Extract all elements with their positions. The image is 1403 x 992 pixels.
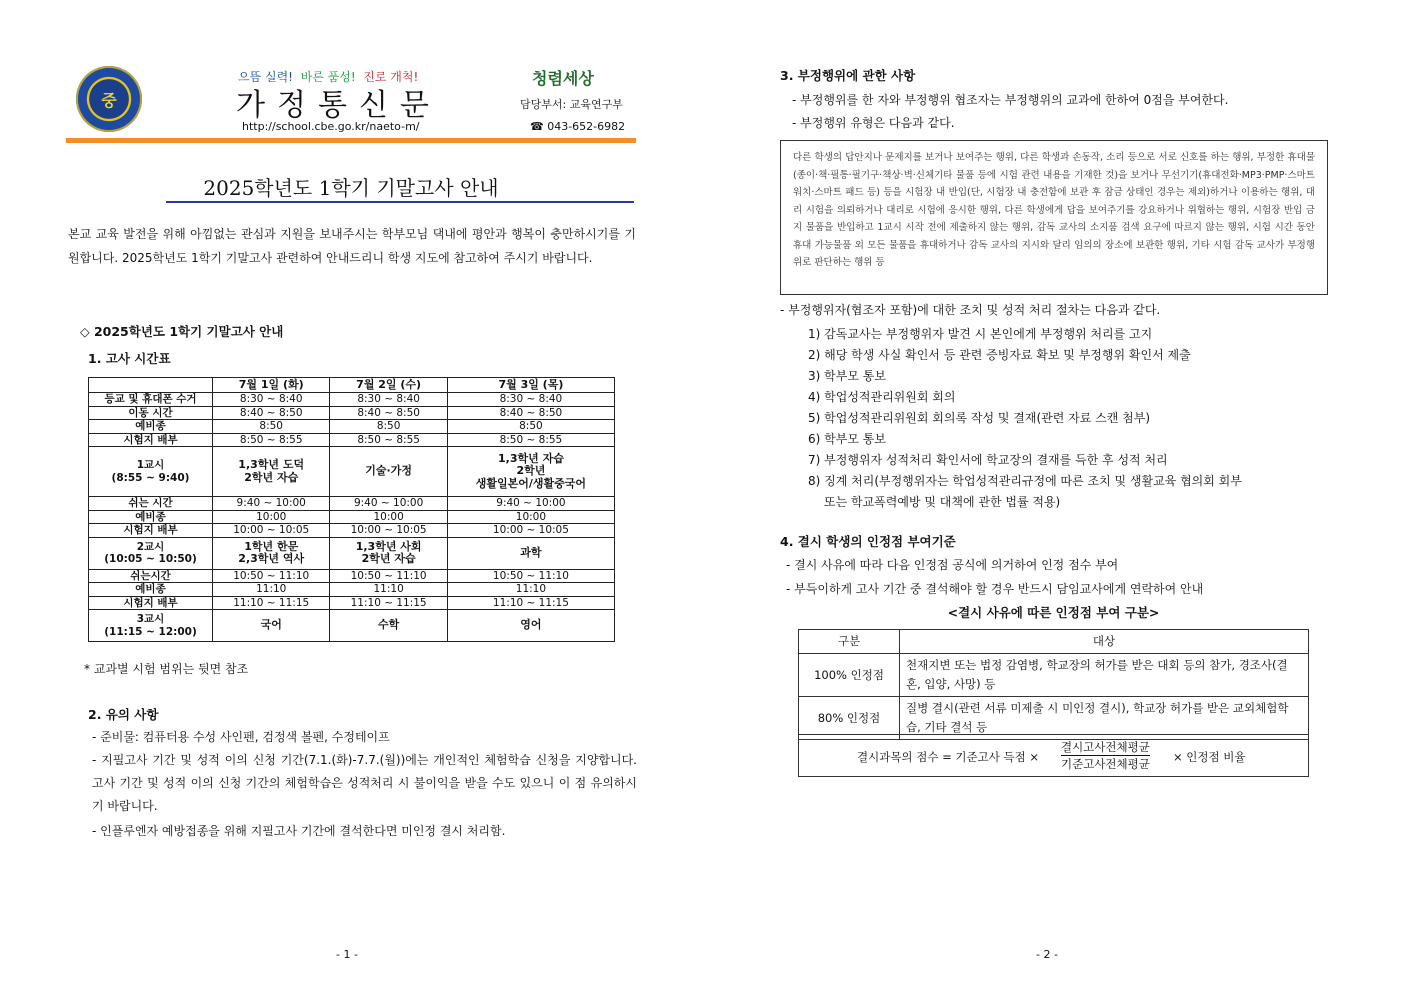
school-logo: [76, 66, 142, 132]
exam-subject-cell: 1,3학년 자습 2학년 생활일본어/생활중국어: [447, 447, 614, 497]
row-label: [89, 447, 213, 497]
row-label-time: (11:15 ~ 12:00): [104, 625, 197, 638]
table-row: [89, 406, 615, 420]
time-cell: 8:30 ~ 8:40: [447, 393, 614, 407]
time-cell: 8:50: [447, 420, 614, 434]
time-cell: 11:10: [330, 583, 447, 597]
time-cell: 9:40 ~ 10:00: [330, 497, 447, 511]
section-heading: ◇ 2025학년도 1학기 기말고사 안내: [80, 324, 284, 339]
procedure-step: 3) 학부모 통보: [808, 369, 886, 383]
schedule-body: [89, 393, 615, 642]
row-label: [89, 497, 213, 511]
row-label-text: 쉬는시간: [130, 569, 171, 582]
table-row: [89, 569, 615, 583]
table-header-row: [799, 630, 1309, 654]
exam-subject-cell: 기술·가정: [330, 447, 447, 497]
newsletter-title: 가정통신문: [236, 88, 441, 123]
time-cell: 10:50 ~ 11:10: [447, 569, 614, 583]
time-cell: 9:40 ~ 10:00: [447, 497, 614, 511]
phone-number: ☎ 043-652-6982: [530, 120, 626, 133]
time-cell: 8:50 ~ 8:55: [213, 433, 330, 447]
time-cell: 11:10: [447, 583, 614, 597]
row-label-text: 시험지 배부: [123, 524, 178, 536]
table-note: * 교과별 시험 범위는 뒷면 참조: [84, 662, 249, 676]
header-divider: [66, 138, 636, 143]
row-label: [89, 406, 213, 420]
time-cell: 10:00: [330, 510, 447, 524]
procedure-step: 또는 학교폭력예방 및 대책에 관한 법률 적용): [824, 495, 1061, 509]
row-label-text: 1교시: [136, 459, 165, 471]
row-label-text: 예비종: [135, 583, 166, 595]
exam-subject-cell: 영어: [447, 610, 614, 642]
procedure-step: 8) 징계 처리(부정행위자는 학업성적관리규정에 따른 조치 및 생활교육 협의회 회부: [808, 474, 1242, 488]
row-target: 천재지변 또는 법정 감염병, 학교장의 허가를 받은 대회 등의 참가, 경조사(결혼, 입양, 사망) 등: [900, 654, 1309, 697]
table-row: [89, 596, 615, 610]
row-label-text: 2교시: [136, 540, 165, 553]
row-category: 100% 인정점: [799, 654, 900, 697]
formula-right: × 인정점 비율: [1173, 750, 1246, 764]
time-cell: 10:00: [213, 510, 330, 524]
time-cell: 8:40 ~ 8:50: [447, 406, 614, 420]
row-target: 질병 결시(관련 서류 미제출 시 미인정 결시), 학교장 허가를 받은 교외체험학습, 기타 결석 등: [900, 697, 1309, 740]
row-label: [89, 537, 213, 569]
row-label-text: 3교시: [136, 613, 165, 625]
time-cell: 8:50 ~ 8:55: [330, 433, 447, 447]
exam-subject-cell: 1,3학년 도덕 2학년 자습: [213, 447, 330, 497]
day-header: 7월 3일 (목): [447, 378, 614, 393]
formula-denominator: 기준고사전체평균: [1061, 757, 1150, 771]
table-row: [89, 583, 615, 597]
time-cell: 8:50 ~ 8:55: [447, 433, 614, 447]
time-cell: 10:00 ~ 10:05: [330, 524, 447, 538]
slogan-2: 바른 품성!: [300, 70, 356, 84]
row-label-text: 쉬는 시간: [128, 497, 173, 509]
procedure-step: 5) 학업성적관리위원회 회의록 작성 및 결재(관련 자료 스캔 첨부): [808, 411, 1150, 425]
procedure-step: 7) 부정행위자 성적처리 확인서에 학교장의 결재를 득한 후 성적 처리: [808, 453, 1168, 467]
time-cell: 8:30 ~ 8:40: [213, 393, 330, 407]
time-cell: 8:50: [213, 420, 330, 434]
table-row: [89, 524, 615, 538]
time-cell: 10:00 ~ 10:05: [447, 524, 614, 538]
table-row: [799, 654, 1309, 697]
table-row: [89, 433, 615, 447]
time-cell: 8:30 ~ 8:40: [330, 393, 447, 407]
procedure-step: 4) 학업성적관리위원회 회의: [808, 390, 956, 404]
note-flu: - 인플루엔자 예방접종을 위해 지필고사 기간에 결석한다면 미인정 결시 처리함.: [92, 824, 506, 838]
row-label: [89, 583, 213, 597]
time-cell: 9:40 ~ 10:00: [213, 497, 330, 511]
day-header: 7월 1일 (화): [213, 378, 330, 393]
procedure-step: 1) 감독교사는 부정행위자 발견 시 본인에게 부정행위 처리를 고지: [808, 327, 1153, 341]
time-cell: 11:10 ~ 11:15: [447, 596, 614, 610]
row-label-text: 등교 및 휴대폰 수거: [104, 393, 197, 405]
slogan-1: 으뜸 실력!: [238, 70, 293, 84]
table-row: [89, 510, 615, 524]
section-cheating: 3. 부정행위에 관한 사항: [780, 68, 916, 83]
row-label: [89, 420, 213, 434]
table-row: [89, 393, 615, 407]
note-field-trip: - 지필고사 기간 및 성적 이의 신청 기간(7.1.(화)-7.7.(월))에는 개인적인 체험학습 신청을 지양합니다. 고사 기간 및 성적 이의 신청 기간의 체험학습은 성적처리 시 불이익을 받을 수도 있으니 이 점 유의하시기 바랍니다.: [92, 753, 637, 813]
row-label-text: 예비종: [135, 510, 166, 523]
time-cell: 8:50: [330, 420, 447, 434]
exam-subject-cell: 수학: [330, 610, 447, 642]
row-label-text: 시험지 배부: [123, 596, 178, 609]
intro-paragraph: 본교 교육 발전을 위해 아낌없는 관심과 지원을 보내주시는 학부모님 댁내에 평안과 행복이 충만하시기를 기원합니다. 2025학년도 1학기 기말고사 관련하여 안내드리니 학생 지도에 참고하여 주시기 바랍니다.: [68, 227, 636, 265]
row-label: [89, 433, 213, 447]
exam-schedule-table: [88, 377, 615, 642]
procedure-step: 2) 해당 학생 사실 확인서 등 관련 증빙자료 확보 및 부정행위 확인서 제출: [808, 348, 1191, 362]
row-label-text: 이동 시간: [128, 406, 173, 419]
brand-logo: 청렴세상: [532, 69, 594, 88]
row-label-text: 시험지 배부: [123, 433, 178, 446]
row-label: [89, 524, 213, 538]
title-underline: [166, 201, 634, 203]
table-row: [89, 420, 615, 434]
page-2: [700, 0, 1403, 992]
slogan-3: 진로 개척!: [363, 70, 419, 84]
row-label-time: (8:55 ~ 9:40): [111, 471, 190, 484]
subsection-notes: 2. 유의 사항: [88, 707, 159, 722]
page-1: [0, 0, 700, 992]
note-supplies: - 준비물: 컴퓨터용 수성 사인펜, 검정색 볼펜, 수정테이프: [92, 730, 390, 744]
cheating-types-box: 다른 학생의 답안지나 문제지를 보거나 보여주는 행위, 다른 학생과 손동작, 소리 등으로 서로 신호를 하는 행위, 부정한 휴대물(종이·책·필통·필기구·책상·벽·신체기타 물품 등에 시험 관련 내용을 기재한 것)을 보거나 무선기기(휴대전화·MP3·PMP·스마트 워치·스마트 패드 등) 등을 시험장 내 반입(단, 시험장 내 충전함에 보관 후 잠금 상태인 경우는 제외)하거나 이용하는 행위, 대리 시험을 의뢰하거나 대리로 시험에 응시한 행위, 다른 학생에게 답을 보여주기를 강요하거나 위협하는 행위, 시험장 반입 금지 물품을 반입하고 1교시 시작 전에 제출하지 않는 행위, 감독 교사의 소지품 검색 요구에 따르지 않는 행위, 시험 시간 동안 휴대 가능물품 외 모든 물품을 휴대하거나 감독 교사의 지시와 달리 임의의 장소에 보관한 행위, 기타 시험 감독 교사가 부정행위로 판단하는 행위 등: [780, 140, 1328, 295]
recognition-table: [798, 629, 1309, 740]
formula-left: 결시과목의 점수 = 기준고사 득점 ×: [857, 750, 1039, 764]
time-cell: 8:40 ~ 8:50: [330, 406, 447, 420]
cheating-types-intro: - 부정행위 유형은 다음과 같다.: [792, 116, 955, 130]
page-title: 2025학년도 1학기 기말고사 안내: [203, 176, 499, 200]
time-cell: 11:10 ~ 11:15: [330, 596, 447, 610]
exam-subject-cell: 국어: [213, 610, 330, 642]
row-label: [89, 610, 213, 642]
row-category: 80% 인정점: [799, 697, 900, 740]
score-formula: [798, 734, 1309, 777]
table-row: [89, 447, 615, 497]
procedure-step: 6) 학부모 통보: [808, 432, 886, 446]
formula-numerator: 결시고사전체평균: [1061, 740, 1150, 754]
time-cell: 11:10 ~ 11:15: [213, 596, 330, 610]
header-target: 대상: [900, 630, 1309, 654]
exam-subject-cell: 1,3학년 사회 2학년 자습: [330, 537, 447, 569]
absence-rule-2: - 부득이하게 고사 기간 중 결석해야 할 경우 반드시 담임교사에게 연락하여 안내: [786, 582, 1204, 596]
day-header: 7월 2일 (수): [330, 378, 447, 393]
department: 담당부서: 교육연구부: [520, 98, 623, 111]
row-label-text: 예비종: [135, 420, 166, 432]
table-row: [89, 537, 615, 569]
row-label-time: (10:05 ~ 10:50): [104, 553, 197, 565]
table-row: [89, 610, 615, 642]
exam-subject-cell: 과학: [447, 537, 614, 569]
time-cell: 10:50 ~ 11:10: [213, 569, 330, 583]
table-row: [89, 497, 615, 511]
time-cell: 10:00: [447, 510, 614, 524]
time-cell: 10:00 ~ 10:05: [213, 524, 330, 538]
time-cell: 11:10: [213, 583, 330, 597]
time-cell: 8:40 ~ 8:50: [213, 406, 330, 420]
logo-text: 중: [101, 91, 117, 110]
row-label: [89, 393, 213, 407]
school-url[interactable]: http://school.cbe.go.kr/naeto-m/: [242, 120, 420, 133]
cheating-rule: - 부정행위를 한 자와 부정행위 협조자는 부정행위의 교과에 한하여 0점을 부여한다.: [792, 93, 1229, 107]
corner-cell: [89, 378, 213, 393]
table-header-row: [89, 378, 615, 393]
header-category: 구분: [799, 630, 900, 654]
exam-subject-cell: 1학년 한문 2,3학년 역사: [213, 537, 330, 569]
page-number: - 2 -: [1036, 948, 1058, 961]
section-absence: 4. 결시 학생의 인정점 부여기준: [780, 534, 956, 549]
row-label: [89, 510, 213, 524]
absence-rule-1: - 결시 사유에 따라 다음 인정점 공식에 의거하여 인정 점수 부여: [786, 558, 1119, 572]
cheating-procedure-intro: - 부정행위자(협조자 포함)에 대한 조치 및 성적 처리 절차는 다음과 같다.: [780, 303, 1161, 317]
time-cell: 10:50 ~ 11:10: [330, 569, 447, 583]
recognition-table-caption: <결시 사유에 따른 인정점 부여 구분>: [947, 605, 1160, 620]
page-number: - 1 -: [336, 948, 358, 961]
row-label: [89, 596, 213, 610]
row-label: [89, 569, 213, 583]
subsection-schedule: 1. 고사 시간표: [88, 351, 171, 366]
